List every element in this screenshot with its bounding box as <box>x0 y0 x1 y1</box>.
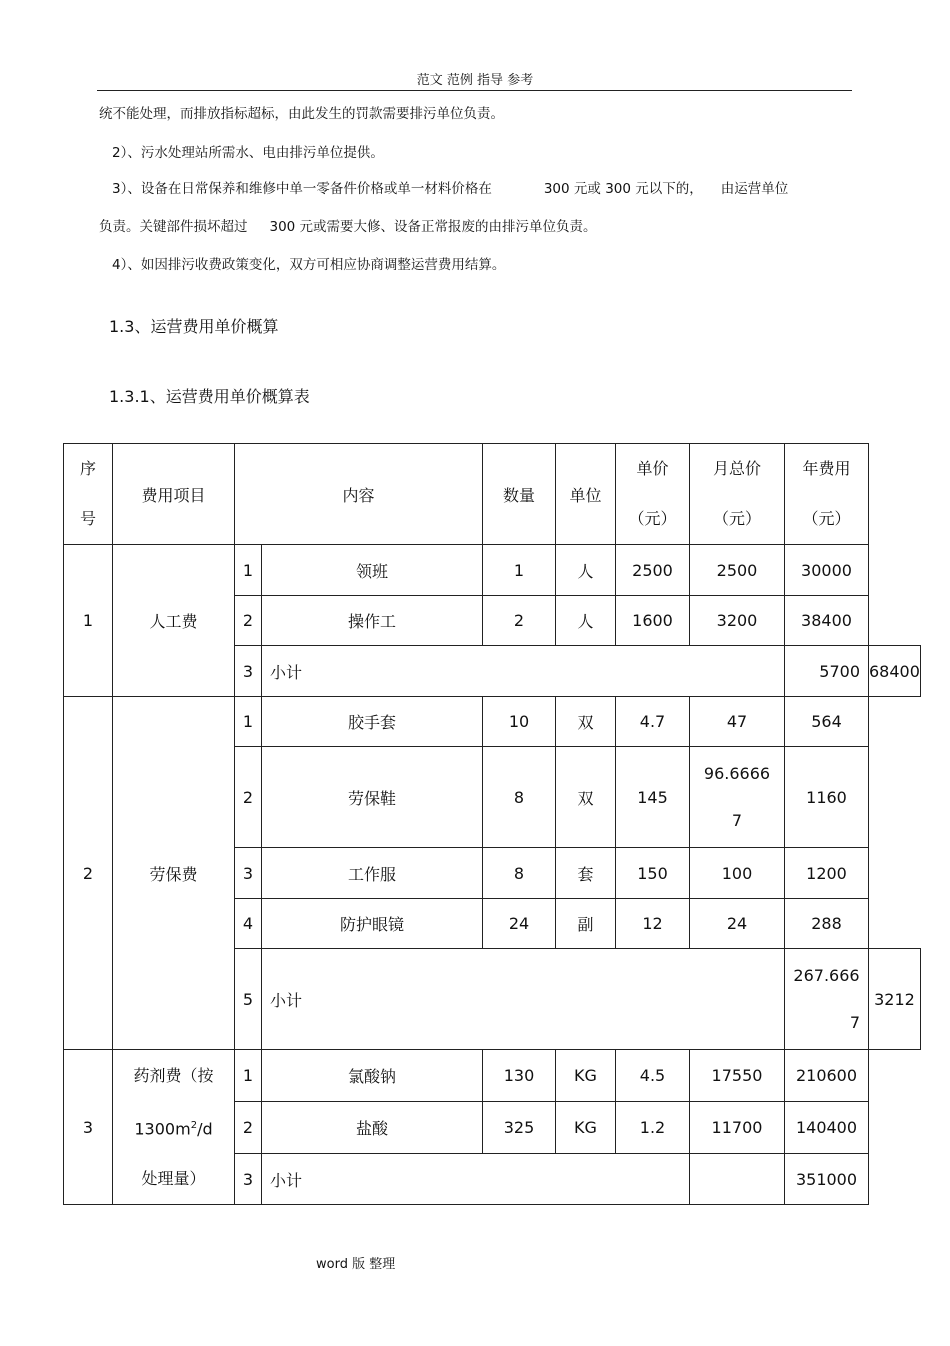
subtotal-label: 小计 <box>262 646 785 697</box>
row-year: 564 <box>785 697 869 747</box>
header-content: 内容 <box>235 444 483 545</box>
row-number: 4 <box>235 899 262 949</box>
row-number: 2 <box>235 1102 262 1153</box>
subsection-heading: 1.3.1、运营费用单价概算表 <box>109 387 310 406</box>
row-price: 4.7 <box>616 697 690 747</box>
subtotal-year: 3212 <box>869 949 921 1050</box>
row-number: 2 <box>235 596 262 646</box>
subtotal-label: 小计 <box>262 949 785 1050</box>
row-price: 12 <box>616 899 690 949</box>
header-year-cost: 年费用 （元） <box>785 444 869 545</box>
row-unit: 双 <box>556 747 616 848</box>
row-qty: 325 <box>483 1102 556 1153</box>
paragraph-item-3-part-b: 300 元或 300 元以下的， <box>543 181 703 197</box>
row-month: 47 <box>690 697 785 747</box>
row-price: 1600 <box>616 596 690 646</box>
row-year: 30000 <box>785 545 869 596</box>
row-unit: 副 <box>556 899 616 949</box>
subtotal-month: 267.666 7 <box>785 949 869 1050</box>
page-footer: word 版 整理 <box>316 1257 396 1272</box>
row-content: 操作工 <box>262 596 483 646</box>
row-year: 288 <box>785 899 869 949</box>
group-item: 药剂费（按 $1300m^2/d$ 处理量） <box>113 1050 235 1205</box>
row-month: 96.6666 7 <box>690 747 785 848</box>
header-item: 费用项目 <box>113 444 235 545</box>
group-item: 人工费 <box>113 545 235 697</box>
header-seq: 序 号 <box>64 444 113 545</box>
row-month: 2500 <box>690 545 785 596</box>
row-content: 领班 <box>262 545 483 596</box>
header-unit: 单位 <box>556 444 616 545</box>
row-number: 5 <box>235 949 262 1050</box>
header-qty: 数量 <box>483 444 556 545</box>
paragraph-item-3 <box>112 177 788 197</box>
row-number: 3 <box>235 848 262 899</box>
row-price: 2500 <box>616 545 690 596</box>
row-price: 4.5 <box>616 1050 690 1102</box>
row-year: 1200 <box>785 848 869 899</box>
row-content: 防护眼镜 <box>262 899 483 949</box>
row-unit: KG <box>556 1102 616 1153</box>
row-month: 11700 <box>690 1102 785 1153</box>
table-row <box>64 1050 921 1102</box>
row-unit: KG <box>556 1050 616 1102</box>
row-unit: 人 <box>556 596 616 646</box>
paragraph-item-3-part-a: 3）、设备在日常保养和维修中单一零备件价格或单一材料价格在 <box>112 181 492 197</box>
group-seq: 1 <box>64 545 113 697</box>
paragraph-item-2: 2）、污水处理站所需水、电由排污单位提供。 <box>112 145 384 161</box>
row-qty: 24 <box>483 899 556 949</box>
row-month: 17550 <box>690 1050 785 1102</box>
paragraph-continuation: 统不能处理，而排放指标超标，由此发生的罚款需要排污单位负责。 <box>99 106 504 122</box>
row-month: 3200 <box>690 596 785 646</box>
table-row <box>64 697 921 747</box>
paragraph-item-3-cont-a: 负责。关键部件损坏超过 <box>99 219 248 235</box>
row-qty: 8 <box>483 747 556 848</box>
row-number: 1 <box>235 1050 262 1102</box>
row-content: 工作服 <box>262 848 483 899</box>
row-month: 100 <box>690 848 785 899</box>
row-number: 1 <box>235 697 262 747</box>
row-unit: 套 <box>556 848 616 899</box>
paragraph-item-3-continued <box>99 215 597 235</box>
row-year: 210600 <box>785 1050 869 1102</box>
group-seq: 2 <box>64 697 113 1050</box>
subtotal-month: 5700 <box>785 646 869 697</box>
row-year: 140400 <box>785 1102 869 1153</box>
subtotal-month <box>690 1153 785 1204</box>
row-month: 24 <box>690 899 785 949</box>
header-month-total: 月总价 （元） <box>690 444 785 545</box>
row-price: 150 <box>616 848 690 899</box>
paragraph-item-4: 4）、如因排污收费政策变化，双方可相应协商调整运营费用结算。 <box>112 257 506 273</box>
section-heading: 1.3、运营费用单价概算 <box>109 317 279 336</box>
table-row <box>64 545 921 596</box>
row-unit: 人 <box>556 545 616 596</box>
row-number: 3 <box>235 1153 262 1204</box>
group-item: 劳保费 <box>113 697 235 1050</box>
group-seq: 3 <box>64 1050 113 1205</box>
subtotal-year: 68400 <box>869 646 921 697</box>
page-header: 范文 范例 指导 参考 <box>416 73 534 88</box>
row-content: 盐酸 <box>262 1102 483 1153</box>
row-content: 劳保鞋 <box>262 747 483 848</box>
header-price: 单价 （元） <box>616 444 690 545</box>
paragraph-item-3-part-c: 由运营单位 <box>720 181 789 197</box>
row-year: 38400 <box>785 596 869 646</box>
row-number: 3 <box>235 646 262 697</box>
row-content: 胶手套 <box>262 697 483 747</box>
paragraph-item-3-cont-b: 300 元或需要大修、设备正常报废的由排污单位负责。 <box>269 219 597 235</box>
row-content: 氯酸钠 <box>262 1050 483 1102</box>
row-price: 145 <box>616 747 690 848</box>
table-header-row <box>64 444 921 545</box>
row-unit: 双 <box>556 697 616 747</box>
subtotal-label: 小计 <box>262 1153 690 1204</box>
row-qty: 10 <box>483 697 556 747</box>
row-number: 2 <box>235 747 262 848</box>
row-qty: 130 <box>483 1050 556 1102</box>
row-qty: 8 <box>483 848 556 899</box>
row-year: 1160 <box>785 747 869 848</box>
row-number: 1 <box>235 545 262 596</box>
row-qty: 2 <box>483 596 556 646</box>
header-rule <box>97 90 852 91</box>
row-price: 1.2 <box>616 1102 690 1153</box>
subtotal-year: 351000 <box>785 1153 869 1204</box>
row-qty: 1 <box>483 545 556 596</box>
cost-table <box>63 443 921 1205</box>
